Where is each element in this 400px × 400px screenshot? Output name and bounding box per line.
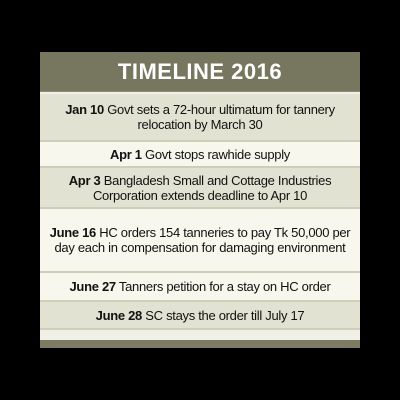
timeline-event-text: Bangladesh Small and Cottage Industries Corporation extends deadline to Apr 10: [92, 172, 332, 203]
timeline-date: June 28: [95, 307, 142, 323]
timeline-date: Apr 1: [109, 146, 142, 162]
timeline-list: [40, 92, 360, 330]
timeline-entry: [40, 168, 360, 209]
timeline-panel: [40, 52, 360, 348]
timeline-entry: [40, 209, 360, 273]
timeline-date: June 16: [49, 225, 96, 240]
timeline-entry: [40, 302, 360, 330]
timeline-event-text: SC stays the order till July 17: [145, 307, 305, 323]
timeline-event-text: Tanners petition for a stay on HC order: [118, 279, 331, 294]
timeline-event-text: HC orders 154 tanneries to pay Tk 50,000 per day each in compensation for damaging environment: [54, 225, 351, 255]
bottom-border-bar: [40, 340, 360, 348]
timeline-event-text: Govt stops rawhide supply: [145, 146, 290, 162]
timeline-title: TIMELINE 2016: [40, 52, 360, 92]
timeline-date: June 27: [69, 279, 116, 294]
timeline-entry: [40, 273, 360, 302]
timeline-entry: [40, 142, 360, 168]
timeline-event-text: Govt sets a 72-hour ultimatum for tannery relocation by March 30: [107, 102, 335, 132]
timeline-date: Jan 10: [65, 102, 104, 117]
timeline-entry: [40, 94, 360, 142]
timeline-date: Apr 3: [68, 172, 101, 188]
